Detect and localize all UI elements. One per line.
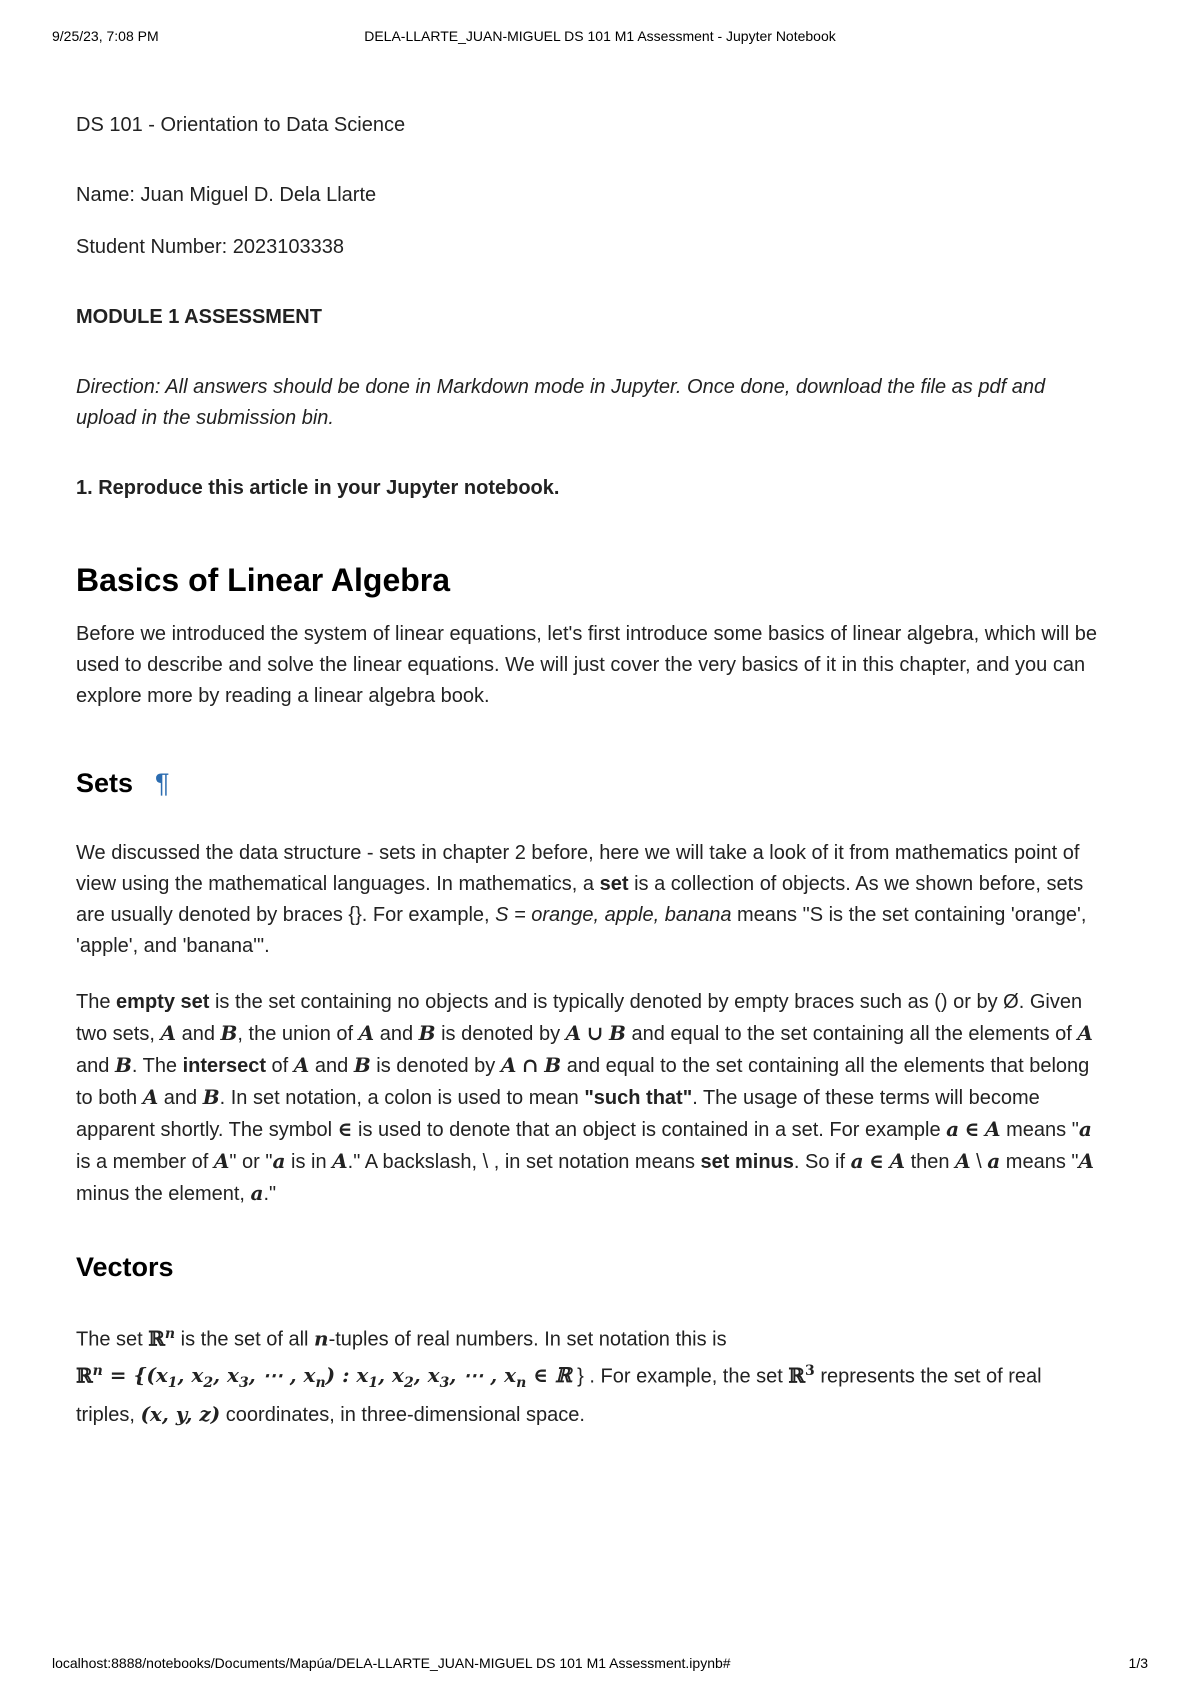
article-intro: Before we introduced the system of linear equations, let's first introduce some basics of linear algebra, which will be used to describe and solve the linear equations. We will just cover the very basics of it in this chapter, and you can explore more by reading a linear algebra book. <box>76 623 1097 707</box>
print-url: localhost:8888/notebooks/Documents/Mapúa/DELA-LLARTE_JUAN-MIGUEL DS 101 M1 Assessment.ipynb# <box>52 1655 731 1671</box>
sets-heading <box>76 766 1106 800</box>
course-title: DS 101 - Orientation to Data Science <box>76 114 406 136</box>
vectors-paragraph: The set ℝ$^n$ is the set of all n-tuples of real numbers. In set notation this is ℝ$^n$ = {($x_1$, $x_2$, $x_3$, ⋯ , $x_n$) : $x_1$, $x_2$, $x_3$, ⋯ , $x_n$ ∈ ℝ } . For example, the set ℝ$^3$ represents the set of real triples, (x, y, z) coordinates, in three-dimensional space. <box>76 1326 1042 1427</box>
print-header <box>52 28 1148 48</box>
print-footer <box>52 1655 1148 1675</box>
direction-text: Direction: All answers should be done in Markdown mode in Jupyter. Once done, download the file as pdf and upload in the submission bin. <box>76 376 1046 429</box>
print-title: DELA-LLARTE_JUAN-MIGUEL DS 101 M1 Assessment - Jupyter Notebook <box>364 28 836 44</box>
student-number: Student Number: 2023103338 <box>76 236 344 258</box>
print-datetime: 9/25/23, 7:08 PM <box>52 28 159 44</box>
sets-heading-text: Sets <box>76 768 134 798</box>
page-number: 1/3 <box>1128 1655 1148 1671</box>
student-name: Name: Juan Miguel D. Dela Llarte <box>76 184 377 206</box>
module-title: MODULE 1 ASSESSMENT <box>76 306 322 328</box>
sets-paragraph-1: We discussed the data structure - sets in chapter 2 before, here we will take a look of it from mathematics point of view using the mathematical languages. In mathematics, a set is a collection of objects. As we shown before, sets are usually denoted by braces {}. For example, S = orange, apple, banana means "S is the set containing 'orange', 'apple', and 'banana'". <box>76 842 1087 957</box>
vectors-heading: Vectors <box>76 1252 174 1282</box>
pilcrow-anchor-icon[interactable]: ¶ <box>155 768 170 798</box>
question-1: 1. Reproduce this article in your Jupyter notebook. <box>76 477 560 499</box>
article-title: Basics of Linear Algebra <box>76 562 451 598</box>
sets-paragraph-2: The empty set is the set containing no objects and is typically denoted by empty braces such as () or by Ø. Given two sets, A and B, the union of A and B is denoted by A ∪ B and equal to the set containing all the elements of A and B. The intersect of A and B is denoted by A ∩ B and equal to the set containing all the elements that belong to both A and B. In set notation, a colon is used to mean "such that". The usage of these terms will become apparent shortly. The symbol ∈ is used to denote that an object is contained in a set. For example a ∈ A means "a is a member of A" or "a is in A." A backslash, \ , in set notation means set minus. So if a ∈ A then A \ a means "A minus the element, a." <box>76 991 1095 1205</box>
